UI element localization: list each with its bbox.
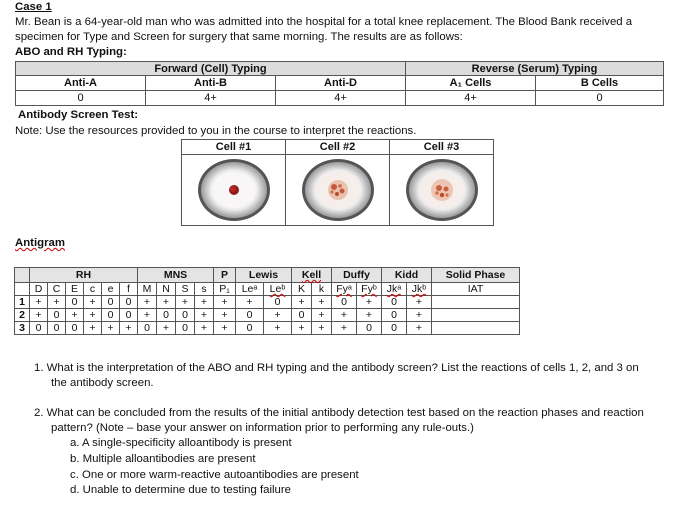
- antigen-result: 0: [102, 296, 120, 309]
- antigen-result: 0: [48, 309, 66, 322]
- reverse-typing-header: Reverse (Serum) Typing: [406, 62, 664, 76]
- cell-3-image: [390, 155, 494, 226]
- abo-result-cell: 4+: [276, 91, 406, 106]
- antigen-result: +: [157, 322, 176, 335]
- antigen-result: +: [84, 322, 102, 335]
- group-solid-phase: Solid Phase: [432, 268, 520, 283]
- antigen-result: 0: [332, 296, 357, 309]
- group-kidd: Kidd: [382, 268, 432, 283]
- antigram-row: [15, 309, 520, 322]
- antigen-result: 0: [102, 309, 120, 322]
- antigen-result: +: [30, 309, 48, 322]
- antigen-result: +: [84, 296, 102, 309]
- iat-header: IAT: [432, 283, 520, 296]
- forward-typing-header: Forward (Cell) Typing: [16, 62, 406, 76]
- screen-heading: Antibody Screen Test:: [18, 109, 139, 121]
- antigen-result: +: [312, 322, 332, 335]
- antigen-header: Jkᵃ: [382, 283, 407, 296]
- antigram-row: [15, 296, 520, 309]
- case-intro-line1: Mr. Bean is a 64-year-old man who was admitted into the hospital for a total knee replacement. The Blood Bank received a: [15, 16, 633, 28]
- case-title: Case 1: [15, 1, 52, 13]
- option-b: b. Multiple alloantibodies are present: [70, 453, 256, 465]
- cell-1-image: [182, 155, 286, 226]
- antigen-result: +: [264, 322, 292, 335]
- antigen-result: 0: [138, 322, 157, 335]
- antigen-result: +: [120, 322, 138, 335]
- abo-result-cell: 0: [16, 91, 146, 106]
- antigen-header: Leᵇ: [264, 283, 292, 296]
- antigen-result: +: [357, 309, 382, 322]
- abo-result-cell: 4+: [146, 91, 276, 106]
- iat-result: [432, 322, 520, 335]
- antigen-result: 0: [120, 296, 138, 309]
- antigen-result: 0: [236, 309, 264, 322]
- antigen-result: 0: [30, 322, 48, 335]
- antigen-result: 0: [236, 322, 264, 335]
- antigen-header: s: [195, 283, 214, 296]
- question-1-line1: 1. What is the interpretation of the ABO and RH typing and the antibody screen? List the reactions of cells 1, 2, and 3 on: [34, 362, 639, 374]
- antigen-header: c: [84, 283, 102, 296]
- antigen-result: 0: [176, 322, 195, 335]
- tube-agglutination-icon: [402, 156, 482, 224]
- antigen-result: 0: [382, 309, 407, 322]
- abo-heading: ABO and RH Typing:: [15, 46, 127, 58]
- antigram-row: [15, 322, 520, 335]
- antigen-result: 0: [157, 309, 176, 322]
- antibody-screen-table: [181, 139, 494, 226]
- antigen-header: Leᵃ: [236, 283, 264, 296]
- tube-agglutination-icon: [298, 156, 378, 224]
- group-kell: Kell: [292, 268, 332, 283]
- antigen-result: +: [102, 322, 120, 335]
- question-1-line2: the antibody screen.: [51, 377, 154, 389]
- antigen-result: +: [176, 296, 195, 309]
- antigen-header: S: [176, 283, 195, 296]
- cell-number: 3: [15, 322, 30, 335]
- group-mns: MNS: [138, 268, 214, 283]
- iat-result: [432, 296, 520, 309]
- antigen-header: f: [120, 283, 138, 296]
- antigen-result: +: [195, 309, 214, 322]
- antigen-header: e: [102, 283, 120, 296]
- antigen-result: +: [30, 296, 48, 309]
- antigen-result: +: [214, 322, 236, 335]
- cell-header: Cell #3: [390, 140, 494, 155]
- antigen-result: 0: [66, 322, 84, 335]
- antigen-result: +: [66, 309, 84, 322]
- antigen-result: 0: [292, 309, 312, 322]
- question-2-line2: pattern? (Note – base your answer on information prior to performing any rule-outs.): [51, 422, 474, 434]
- antigen-result: +: [195, 296, 214, 309]
- antigen-result: +: [138, 309, 157, 322]
- group-rh: RH: [30, 268, 138, 283]
- antigen-result: +: [138, 296, 157, 309]
- tube-negative-icon: [194, 156, 274, 224]
- abo-column-header: Anti-A: [16, 76, 146, 91]
- antigen-result: +: [48, 296, 66, 309]
- case-intro-line2: specimen for Type and Screen for surgery that same morning. The results are as follows:: [15, 31, 463, 43]
- cell-header: Cell #2: [286, 140, 390, 155]
- antigen-result: 0: [382, 322, 407, 335]
- abo-result-cell: 0: [536, 91, 664, 106]
- antigen-header: K: [292, 283, 312, 296]
- antigen-result: 0: [120, 309, 138, 322]
- cell-number: 1: [15, 296, 30, 309]
- antigen-result: 0: [357, 322, 382, 335]
- antigen-header: D: [30, 283, 48, 296]
- antigen-result: +: [407, 296, 432, 309]
- antigen-header: C: [48, 283, 66, 296]
- antigen-result: +: [292, 296, 312, 309]
- antigen-result: +: [157, 296, 176, 309]
- antigen-result: 0: [66, 296, 84, 309]
- antigen-header: Jkᵇ: [407, 283, 432, 296]
- antigen-result: +: [332, 309, 357, 322]
- option-a: a. A single-specificity alloantibody is present: [70, 437, 292, 449]
- antigen-header: Fyᵃ: [332, 283, 357, 296]
- antigen-result: +: [292, 322, 312, 335]
- antigen-result: +: [84, 309, 102, 322]
- antigen-result: +: [357, 296, 382, 309]
- option-d: d. Unable to determine due to testing failure: [70, 484, 291, 496]
- antigram-table: [14, 267, 520, 335]
- antigen-header: E: [66, 283, 84, 296]
- antigen-result: 0: [382, 296, 407, 309]
- antigram-heading: Antigram: [15, 237, 65, 249]
- cell-header: Cell #1: [182, 140, 286, 155]
- group-duffy: Duffy: [332, 268, 382, 283]
- antigen-result: +: [195, 322, 214, 335]
- antigen-header: M: [138, 283, 157, 296]
- antigen-result: +: [264, 309, 292, 322]
- antigen-header: N: [157, 283, 176, 296]
- row-number-header: [15, 283, 30, 296]
- abo-rh-table: [15, 61, 664, 106]
- row-number-header: [15, 268, 30, 283]
- abo-column-header: Anti-B: [146, 76, 276, 91]
- cell-number: 2: [15, 309, 30, 322]
- antigen-header: k: [312, 283, 332, 296]
- option-c: c. One or more warm-reactive autoantibodies are present: [70, 469, 359, 481]
- abo-column-header: A₁ Cells: [406, 76, 536, 91]
- iat-result: [432, 309, 520, 322]
- antigen-result: 0: [176, 309, 195, 322]
- antigen-result: +: [214, 296, 236, 309]
- antigen-result: +: [312, 296, 332, 309]
- group-p: P: [214, 268, 236, 283]
- cell-2-image: [286, 155, 390, 226]
- antigen-result: +: [407, 322, 432, 335]
- antigen-header: P₁: [214, 283, 236, 296]
- question-2-line1: 2. What can be concluded from the results of the initial antibody detection test based on the reaction phases and reaction: [34, 407, 644, 419]
- antigen-result: +: [236, 296, 264, 309]
- antigen-result: 0: [264, 296, 292, 309]
- abo-column-header: B Cells: [536, 76, 664, 91]
- antigen-result: +: [312, 309, 332, 322]
- group-lewis: Lewis: [236, 268, 292, 283]
- antigen-result: +: [407, 309, 432, 322]
- antigen-result: 0: [48, 322, 66, 335]
- antigen-result: +: [214, 309, 236, 322]
- antigen-header: Fyᵇ: [357, 283, 382, 296]
- screen-note: Note: Use the resources provided to you in the course to interpret the reactions.: [15, 125, 417, 137]
- abo-result-cell: 4+: [406, 91, 536, 106]
- antigen-result: +: [332, 322, 357, 335]
- abo-column-header: Anti-D: [276, 76, 406, 91]
